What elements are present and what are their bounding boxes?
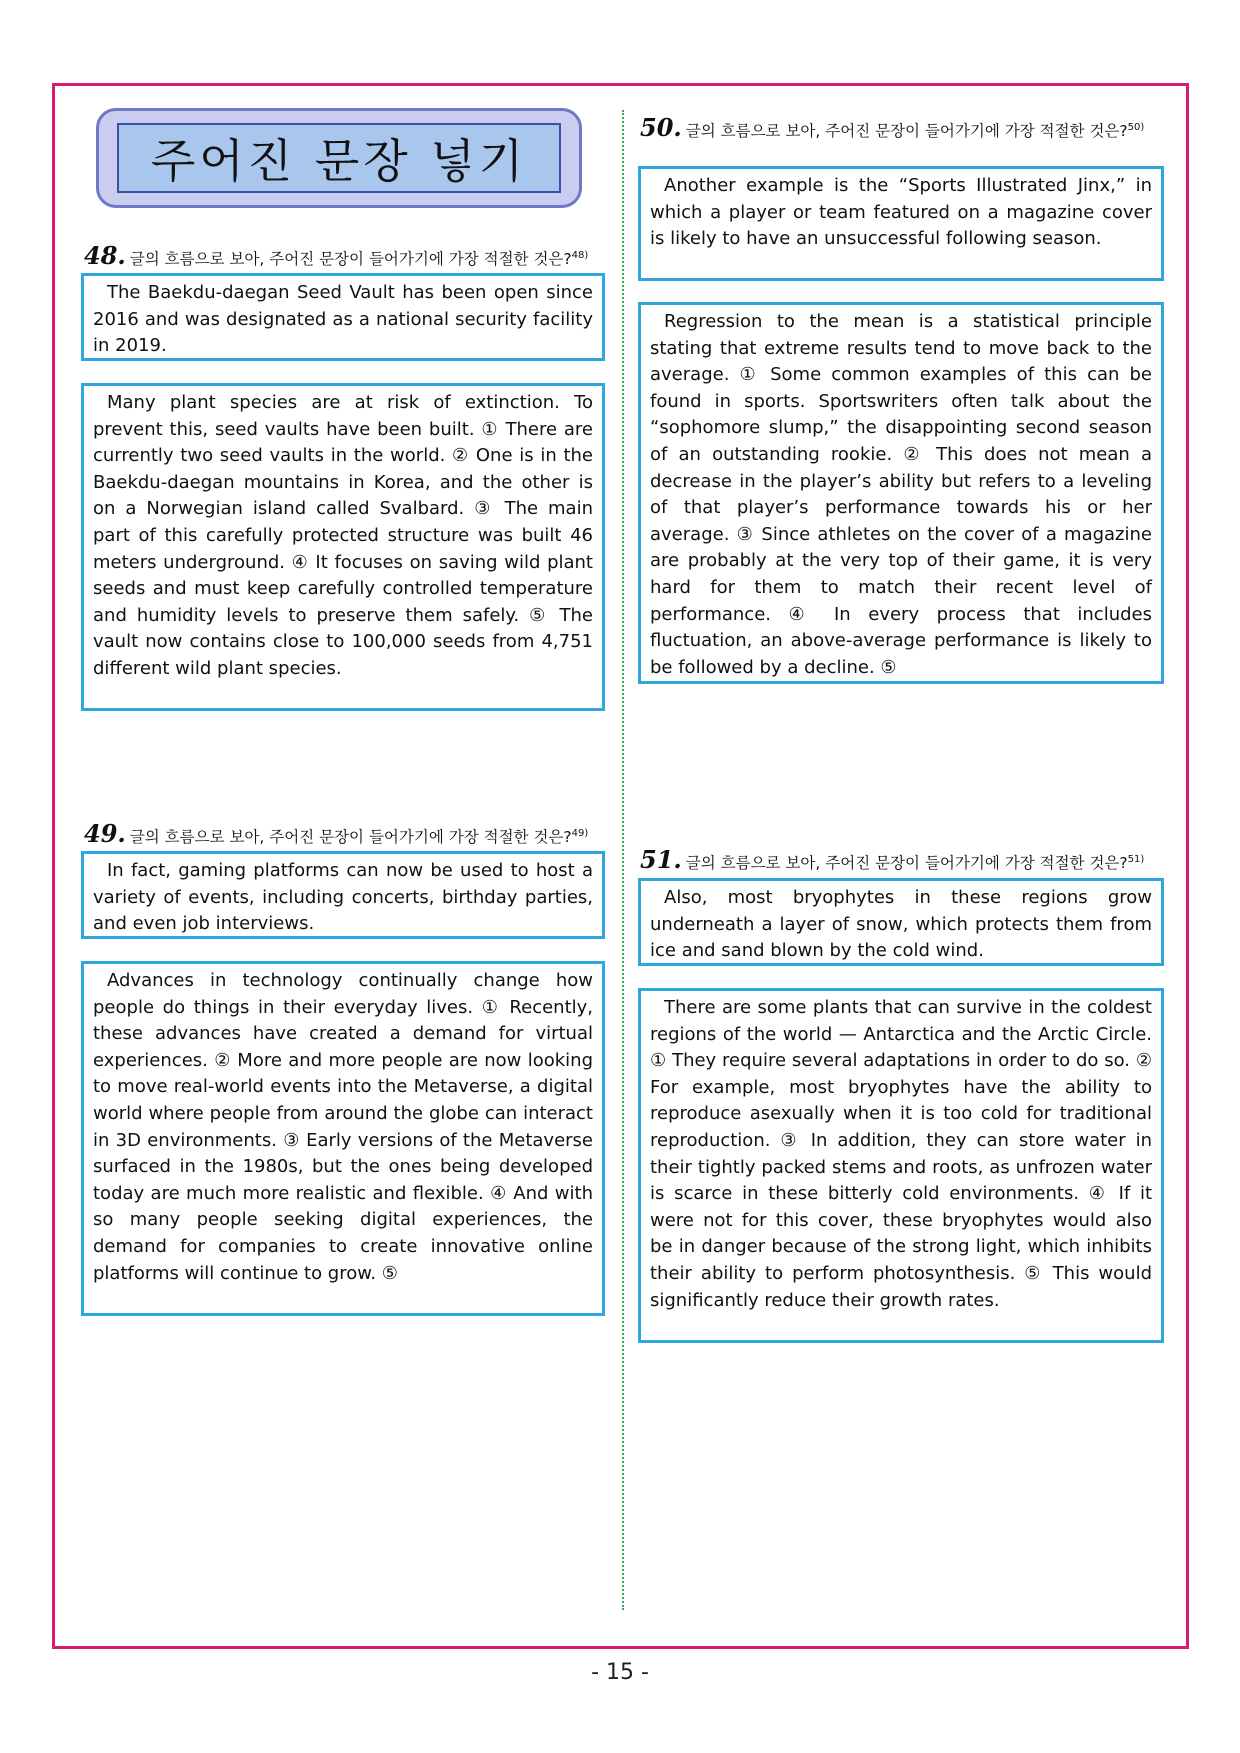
title-banner-inner [117, 123, 561, 193]
passage-48: Many plant species are at risk of extinction. To prevent this, seed vaults have been built. ① There are currently two seed vaults in the world. ② One is in the Baekdu-daegan mountains in Korea, and the other is on a Norwegian island called Svalbard. ③ The main part of this carefully protected structure was built 46 meters underground. ④ It focuses on saving wild plant seeds and must keep carefully controlled temperature and humidity levels to preserve them safely. ⑤ The vault now contains close to 100,000 seeds from 4,751 different wild plant species. [81, 383, 605, 711]
page-title: 주어진 문장 넣기 [150, 134, 528, 188]
question-number: 50. [640, 113, 682, 143]
question-49-header [84, 819, 604, 849]
column-divider [622, 110, 624, 1610]
question-instruction: 글의 흐름으로 보아, 주어진 문장이 들어가기에 가장 적절한 것은? [685, 122, 1128, 141]
passage-51: There are some plants that can survive in the coldest regions of the world — Antarctica and the Arctic Circle. ① They require several adaptations in order to do so. ② For example, most bryophytes have the ability to reproduce asexually when it is too cold for traditional reproduction. ③ In addition, they can store water in their tightly packed stems and roots, as unfrozen water is scarce in these bitterly cold environments. ④ If it were not for this cover, these bryophytes would also be in danger because of the strong light, which inhibits their ability to perform photosynthesis. ⑤ This would significantly reduce their growth rates. [638, 988, 1164, 1343]
given-sentence-49: In fact, gaming platforms can now be used to host a variety of events, including concerts, birthday parties, and even job interviews. [81, 851, 605, 939]
passage-50: Regression to the mean is a statistical principle stating that extreme results tend to move back to the average. ① Some common examples of this can be found in sports. Sportswriters often talk about the “sophomore slump,” the disappointing second season of an outstanding rookie. ② This does not mean a decrease in the player’s ability but refers to a leveling of that player’s performance towards his or her average. ③ Since athletes on the cover of a magazine are probably at the very top of their game, it is very hard for them to match their recent level of performance. ④ In every process that includes fluctuation, an above-average performance is likely to be followed by a decline. ⑤ [638, 302, 1164, 684]
question-50-header [640, 113, 1164, 143]
footnote-marker: 48) [571, 250, 589, 261]
question-48-header [84, 241, 604, 271]
question-number: 49. [84, 819, 126, 849]
question-51-header [640, 845, 1164, 875]
footnote-marker: 51) [1127, 854, 1145, 865]
passage-49: Advances in technology continually change how people do things in their everyday lives. ① Recently, these advances have created a demand for virtual experiences. ② More and more people are now looking to move real-world events into the Metaverse, a digital world where people from around the globe can interact in 3D environments. ③ Early versions of the Metaverse surfaced in the 1980s, but the ones being developed today are much more realistic and flexible. ④ And with so many people seeking digital experiences, the demand for companies to create innovative online platforms will continue to grow. ⑤ [81, 961, 605, 1316]
footnote-marker: 50) [1127, 122, 1145, 133]
question-number: 48. [84, 241, 126, 271]
question-number: 51. [640, 845, 682, 875]
question-instruction: 글의 흐름으로 보아, 주어진 문장이 들어가기에 가장 적절한 것은? [129, 250, 572, 269]
question-instruction: 글의 흐름으로 보아, 주어진 문장이 들어가기에 가장 적절한 것은? [685, 854, 1128, 873]
given-sentence-50: Another example is the “Sports Illustrated Jinx,” in which a player or team featured on a magazine cover is likely to have an unsuccessful following season. [638, 166, 1164, 281]
page-number: - 15 - [591, 1660, 649, 1685]
given-sentence-51: Also, most bryophytes in these regions grow underneath a layer of snow, which protects them from ice and sand blown by the cold wind. [638, 878, 1164, 966]
title-banner [96, 108, 582, 208]
given-sentence-48: The Baekdu-daegan Seed Vault has been open since 2016 and was designated as a national security facility in 2019. [81, 273, 605, 361]
question-instruction: 글의 흐름으로 보아, 주어진 문장이 들어가기에 가장 적절한 것은? [129, 828, 572, 847]
footnote-marker: 49) [571, 828, 589, 839]
